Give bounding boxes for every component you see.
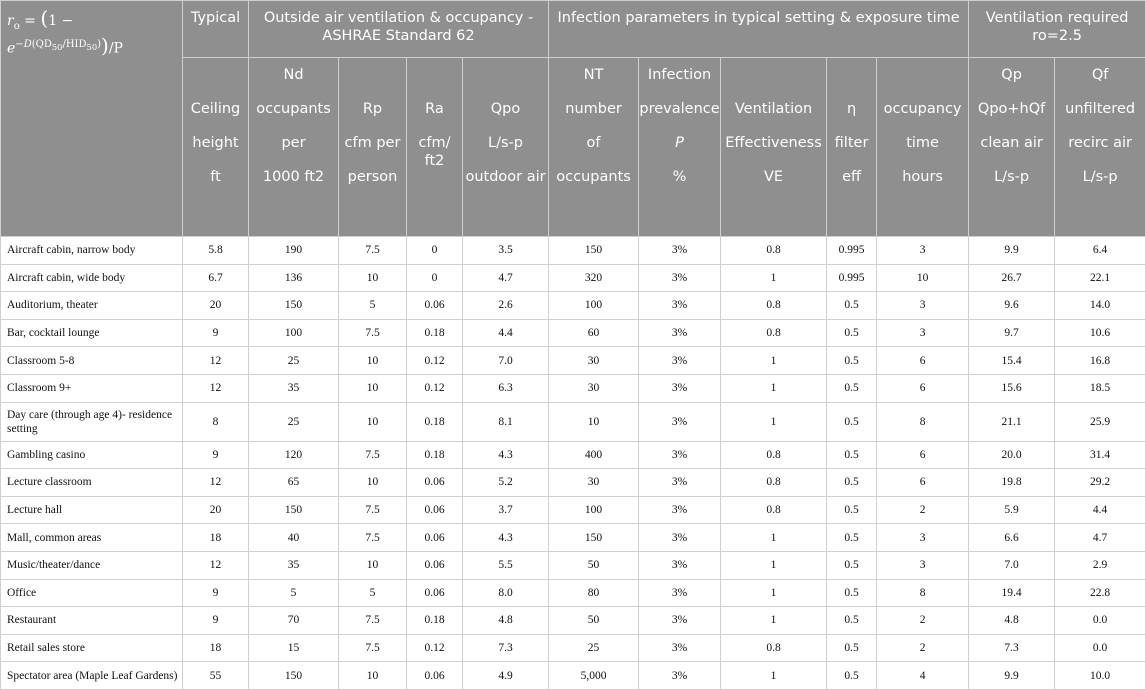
cell-occ: 2 (877, 607, 969, 635)
cell-qf: 16.8 (1055, 347, 1145, 375)
cell-rp: 10 (339, 551, 407, 579)
cell-rp: 7.5 (339, 607, 407, 635)
column-header-inf-l4: % (639, 168, 720, 186)
cell-qpo: 2.6 (463, 292, 549, 320)
cell-eta: 0.5 (827, 634, 877, 662)
cell-occ: 3 (877, 237, 969, 265)
cell-nt: 150 (549, 237, 639, 265)
row-setting-name: Mall, common areas (1, 524, 183, 552)
cell-ve: 0.8 (721, 319, 827, 347)
cell-qp: 20.0 (969, 441, 1055, 469)
column-header-qp-l2: Qpo+hQf (969, 100, 1054, 134)
cell-ra: 0.06 (407, 469, 463, 497)
cell-inf: 3% (639, 579, 721, 607)
column-header-ra-l3: cfm/ ft2 (407, 134, 462, 168)
table-row (1, 579, 1145, 607)
column-header-nt-l1: NT (549, 66, 638, 100)
cell-inf: 3% (639, 662, 721, 690)
cell-qf: 25.9 (1055, 402, 1145, 441)
column-header-inf-l1: Infection (639, 66, 720, 100)
table-row (1, 292, 1145, 320)
cell-nd: 150 (249, 292, 339, 320)
cell-qpo: 7.3 (463, 634, 549, 662)
column-header-qpo-l2: Qpo (463, 100, 548, 134)
cell-qf: 0.0 (1055, 607, 1145, 635)
cell-eta: 0.995 (827, 237, 877, 265)
cell-qf: 4.4 (1055, 496, 1145, 524)
cell-rp: 7.5 (339, 634, 407, 662)
column-header-occ-l3: time (877, 134, 968, 168)
column-header-nd-l1: Nd (249, 66, 338, 100)
column-header-nt-l4: occupants (549, 168, 638, 186)
cell-inf: 3% (639, 441, 721, 469)
cell-qp: 26.7 (969, 264, 1055, 292)
cell-ra: 0.12 (407, 374, 463, 402)
cell-nd: 40 (249, 524, 339, 552)
cell-occ: 3 (877, 319, 969, 347)
row-setting-name: Aircraft cabin, narrow body (1, 237, 183, 265)
cell-nd: 35 (249, 374, 339, 402)
cell-eta: 0.5 (827, 374, 877, 402)
cell-qpo: 4.8 (463, 607, 549, 635)
cell-qf: 14.0 (1055, 292, 1145, 320)
cell-ceiling: 6.7 (183, 264, 249, 292)
cell-qf: 10.0 (1055, 662, 1145, 690)
cell-nt: 5,000 (549, 662, 639, 690)
row-setting-name: Classroom 9+ (1, 374, 183, 402)
cell-qf: 0.0 (1055, 634, 1145, 662)
cell-qp: 15.4 (969, 347, 1055, 375)
column-header-ve-l1 (721, 66, 826, 100)
formula-cell: $r_o = (1 - e^{-D(QD_{50}/HID_{50})})/P$ (1, 1, 183, 237)
cell-nt: 320 (549, 264, 639, 292)
table-row (1, 662, 1145, 690)
table-row (1, 319, 1145, 347)
column-header-ve (721, 58, 827, 237)
column-header-rp-l3: cfm per (339, 134, 406, 168)
cell-nd: 70 (249, 607, 339, 635)
cell-nd: 25 (249, 402, 339, 441)
cell-nd: 25 (249, 347, 339, 375)
cell-inf: 3% (639, 469, 721, 497)
cell-ceiling: 9 (183, 319, 249, 347)
row-setting-name: Lecture classroom (1, 469, 183, 497)
cell-ra: 0.06 (407, 292, 463, 320)
cell-qp: 9.6 (969, 292, 1055, 320)
table-row (1, 524, 1145, 552)
cell-qpo: 5.5 (463, 551, 549, 579)
row-setting-name: Retail sales store (1, 634, 183, 662)
cell-ve: 1 (721, 264, 827, 292)
column-header-ceiling (183, 58, 249, 237)
cell-ra: 0.06 (407, 524, 463, 552)
cell-rp: 7.5 (339, 441, 407, 469)
row-setting-name: Aircraft cabin, wide body (1, 264, 183, 292)
column-header-qp-l4: L/s-p (969, 168, 1054, 186)
cell-inf: 3% (639, 292, 721, 320)
cell-occ: 2 (877, 634, 969, 662)
group-infection: Infection parameters in typical setting & exposure time (549, 1, 969, 58)
cell-ve: 0.8 (721, 237, 827, 265)
cell-eta: 0.5 (827, 496, 877, 524)
cell-inf: 3% (639, 374, 721, 402)
cell-qf: 22.8 (1055, 579, 1145, 607)
cell-occ: 6 (877, 347, 969, 375)
cell-ra: 0.18 (407, 441, 463, 469)
cell-ceiling: 20 (183, 496, 249, 524)
cell-qf: 10.6 (1055, 319, 1145, 347)
column-header-eta-l2: η (827, 100, 876, 134)
cell-occ: 8 (877, 402, 969, 441)
cell-rp: 10 (339, 347, 407, 375)
cell-occ: 3 (877, 551, 969, 579)
cell-rp: 5 (339, 579, 407, 607)
row-setting-name: Day care (through age 4)- residence setting (1, 402, 183, 441)
cell-qf: 6.4 (1055, 237, 1145, 265)
group-ventilation-required: Ventilation required ro=2.5 (969, 1, 1145, 58)
cell-ceiling: 12 (183, 469, 249, 497)
column-header-inf-l2: prevalence (639, 100, 720, 134)
cell-nd: 120 (249, 441, 339, 469)
cell-ceiling: 12 (183, 551, 249, 579)
cell-rp: 10 (339, 374, 407, 402)
cell-qpo: 4.9 (463, 662, 549, 690)
cell-ve: 0.8 (721, 292, 827, 320)
column-header-nt (549, 58, 639, 237)
cell-rp: 10 (339, 662, 407, 690)
cell-rp: 10 (339, 402, 407, 441)
cell-ve: 1 (721, 662, 827, 690)
column-header-ve-l2: Ventilation (721, 100, 826, 134)
cell-rp: 5 (339, 292, 407, 320)
column-header-nd (249, 58, 339, 237)
cell-nt: 30 (549, 374, 639, 402)
cell-ra: 0.18 (407, 607, 463, 635)
cell-nt: 80 (549, 579, 639, 607)
cell-ra: 0.18 (407, 319, 463, 347)
cell-occ: 10 (877, 264, 969, 292)
table-row (1, 264, 1145, 292)
cell-qpo: 4.3 (463, 441, 549, 469)
cell-eta: 0.5 (827, 441, 877, 469)
cell-qp: 7.0 (969, 551, 1055, 579)
cell-nd: 5 (249, 579, 339, 607)
column-header-rp-l1 (339, 66, 406, 100)
cell-ceiling: 18 (183, 524, 249, 552)
column-header-ve-l3: Effectiveness (721, 134, 826, 168)
cell-inf: 3% (639, 634, 721, 662)
column-header-ra (407, 58, 463, 237)
cell-qf: 29.2 (1055, 469, 1145, 497)
cell-qp: 6.6 (969, 524, 1055, 552)
cell-occ: 6 (877, 441, 969, 469)
cell-nd: 136 (249, 264, 339, 292)
cell-nd: 190 (249, 237, 339, 265)
cell-rp: 7.5 (339, 524, 407, 552)
row-setting-name: Lecture hall (1, 496, 183, 524)
cell-ceiling: 8 (183, 402, 249, 441)
cell-ve: 1 (721, 524, 827, 552)
column-header-ceiling-l1 (183, 66, 248, 100)
table-row (1, 469, 1145, 497)
row-setting-name: Classroom 5-8 (1, 347, 183, 375)
cell-eta: 0.5 (827, 607, 877, 635)
cell-qpo: 7.0 (463, 347, 549, 375)
cell-nt: 10 (549, 402, 639, 441)
cell-qp: 9.9 (969, 237, 1055, 265)
cell-ceiling: 9 (183, 579, 249, 607)
column-header-rp (339, 58, 407, 237)
cell-eta: 0.5 (827, 319, 877, 347)
cell-nd: 65 (249, 469, 339, 497)
cell-inf: 3% (639, 319, 721, 347)
cell-nd: 35 (249, 551, 339, 579)
cell-rp: 10 (339, 264, 407, 292)
cell-qpo: 6.3 (463, 374, 549, 402)
cell-qf: 4.7 (1055, 524, 1145, 552)
cell-eta: 0.5 (827, 347, 877, 375)
row-setting-name: Gambling casino (1, 441, 183, 469)
column-header-nd-l3: per (249, 134, 338, 168)
cell-inf: 3% (639, 237, 721, 265)
cell-eta: 0.5 (827, 292, 877, 320)
cell-eta: 0.995 (827, 264, 877, 292)
cell-ra: 0.18 (407, 402, 463, 441)
cell-nd: 15 (249, 634, 339, 662)
cell-qp: 19.8 (969, 469, 1055, 497)
cell-ra: 0.12 (407, 347, 463, 375)
cell-eta: 0.5 (827, 662, 877, 690)
cell-inf: 3% (639, 402, 721, 441)
cell-ra: 0.06 (407, 662, 463, 690)
cell-ve: 0.8 (721, 441, 827, 469)
column-header-qpo-l1 (463, 66, 548, 100)
cell-ra: 0.06 (407, 579, 463, 607)
row-setting-name: Bar, cocktail lounge (1, 319, 183, 347)
cell-ra: 0.12 (407, 634, 463, 662)
cell-occ: 6 (877, 469, 969, 497)
cell-qpo: 5.2 (463, 469, 549, 497)
row-setting-name: Music/theater/dance (1, 551, 183, 579)
cell-ve: 0.8 (721, 469, 827, 497)
cell-ceiling: 18 (183, 634, 249, 662)
cell-qpo: 4.4 (463, 319, 549, 347)
column-header-qp-l3: clean air (969, 134, 1054, 168)
cell-occ: 6 (877, 374, 969, 402)
column-header-occ (877, 58, 969, 237)
cell-nt: 50 (549, 607, 639, 635)
cell-ve: 1 (721, 402, 827, 441)
cell-eta: 0.5 (827, 469, 877, 497)
column-header-eta-l4: eff (827, 168, 876, 186)
table-row (1, 347, 1145, 375)
cell-qf: 31.4 (1055, 441, 1145, 469)
cell-nt: 150 (549, 524, 639, 552)
cell-ve: 1 (721, 551, 827, 579)
cell-inf: 3% (639, 264, 721, 292)
row-setting-name: Restaurant (1, 607, 183, 635)
cell-ceiling: 12 (183, 347, 249, 375)
column-header-qf-l4: L/s-p (1055, 168, 1145, 186)
cell-qpo: 8.0 (463, 579, 549, 607)
column-header-ra-l2: Ra (407, 100, 462, 134)
cell-qp: 21.1 (969, 402, 1055, 441)
header-group-row (1, 1, 1145, 58)
column-header-qf (1055, 58, 1145, 237)
column-header-rp-l4: person (339, 168, 406, 186)
cell-occ: 8 (877, 579, 969, 607)
group-typical: Typical (183, 1, 249, 58)
cell-eta: 0.5 (827, 579, 877, 607)
cell-ra: 0 (407, 237, 463, 265)
column-header-eta (827, 58, 877, 237)
cell-occ: 4 (877, 662, 969, 690)
column-header-qp-l1: Qp (969, 66, 1054, 100)
column-header-occ-l1 (877, 66, 968, 100)
cell-ceiling: 5.8 (183, 237, 249, 265)
cell-inf: 3% (639, 524, 721, 552)
column-header-qpo-l4: outdoor air (463, 168, 548, 186)
cell-qf: 2.9 (1055, 551, 1145, 579)
column-header-qf-l3: recirc air (1055, 134, 1145, 168)
table-row (1, 607, 1145, 635)
cell-ra: 0 (407, 264, 463, 292)
cell-rp: 7.5 (339, 237, 407, 265)
cell-inf: 3% (639, 551, 721, 579)
column-header-qf-l1: Qf (1055, 66, 1145, 100)
column-header-nt-l2: number (549, 100, 638, 134)
cell-rp: 7.5 (339, 496, 407, 524)
column-header-inf-l3: P (639, 134, 720, 168)
column-header-eta-l1 (827, 66, 876, 100)
cell-ve: 1 (721, 347, 827, 375)
cell-nt: 50 (549, 551, 639, 579)
cell-occ: 2 (877, 496, 969, 524)
table-row (1, 551, 1145, 579)
cell-nt: 100 (549, 496, 639, 524)
cell-qp: 19.4 (969, 579, 1055, 607)
cell-ve: 1 (721, 374, 827, 402)
row-setting-name: Office (1, 579, 183, 607)
cell-eta: 0.5 (827, 551, 877, 579)
cell-occ: 3 (877, 524, 969, 552)
cell-eta: 0.5 (827, 402, 877, 441)
cell-qf: 18.5 (1055, 374, 1145, 402)
cell-ceiling: 9 (183, 607, 249, 635)
column-header-nd-l2: occupants (249, 100, 338, 134)
cell-ra: 0.06 (407, 496, 463, 524)
column-header-nd-l4: 1000 ft2 (249, 168, 338, 186)
cell-inf: 3% (639, 347, 721, 375)
table-body (1, 237, 1145, 690)
cell-nd: 150 (249, 496, 339, 524)
cell-qp: 9.7 (969, 319, 1055, 347)
cell-qp: 9.9 (969, 662, 1055, 690)
cell-nd: 150 (249, 662, 339, 690)
cell-occ: 3 (877, 292, 969, 320)
table-row (1, 441, 1145, 469)
column-header-occ-l2: occupancy (877, 100, 968, 134)
table-row (1, 237, 1145, 265)
cell-qpo: 8.1 (463, 402, 549, 441)
cell-ve: 0.8 (721, 634, 827, 662)
table-row (1, 374, 1145, 402)
column-header-ve-l4: VE (721, 168, 826, 186)
column-header-eta-l3: filter (827, 134, 876, 168)
column-header-ceiling-l2: Ceiling (183, 100, 248, 134)
column-header-nt-l3: of (549, 134, 638, 168)
table-row (1, 496, 1145, 524)
column-header-rp-l2: Rp (339, 100, 406, 134)
cell-inf: 3% (639, 607, 721, 635)
column-header-ceiling-l4: ft (183, 168, 248, 186)
cell-ceiling: 20 (183, 292, 249, 320)
cell-nt: 60 (549, 319, 639, 347)
group-ashrae: Outside air ventilation & occupancy - ASHRAE Standard 62 (249, 1, 549, 58)
column-header-qp (969, 58, 1055, 237)
cell-rp: 7.5 (339, 319, 407, 347)
row-setting-name: Spectator area (Maple Leaf Gardens) (1, 662, 183, 690)
table-row (1, 402, 1145, 441)
table-row (1, 634, 1145, 662)
cell-qpo: 3.5 (463, 237, 549, 265)
cell-ve: 0.8 (721, 496, 827, 524)
cell-nt: 25 (549, 634, 639, 662)
cell-nt: 400 (549, 441, 639, 469)
cell-qp: 4.8 (969, 607, 1055, 635)
cell-ceiling: 12 (183, 374, 249, 402)
cell-eta: 0.5 (827, 524, 877, 552)
column-header-inf (639, 58, 721, 237)
cell-nt: 30 (549, 347, 639, 375)
cell-qf: 22.1 (1055, 264, 1145, 292)
row-setting-name: Auditorium, theater (1, 292, 183, 320)
column-header-qpo (463, 58, 549, 237)
column-header-ra-l1 (407, 66, 462, 100)
cell-nt: 30 (549, 469, 639, 497)
cell-qp: 15.6 (969, 374, 1055, 402)
cell-rp: 10 (339, 469, 407, 497)
cell-nd: 100 (249, 319, 339, 347)
cell-ceiling: 55 (183, 662, 249, 690)
cell-qp: 7.3 (969, 634, 1055, 662)
cell-ceiling: 9 (183, 441, 249, 469)
cell-inf: 3% (639, 496, 721, 524)
column-header-occ-l4: hours (877, 168, 968, 186)
cell-qpo: 4.3 (463, 524, 549, 552)
cell-ra: 0.06 (407, 551, 463, 579)
cell-qp: 5.9 (969, 496, 1055, 524)
column-header-qf-l2: unfiltered (1055, 100, 1145, 134)
cell-ve: 1 (721, 607, 827, 635)
cell-qpo: 3.7 (463, 496, 549, 524)
cell-nt: 100 (549, 292, 639, 320)
column-header-qpo-l3: L/s-p (463, 134, 548, 168)
cell-qpo: 4.7 (463, 264, 549, 292)
column-header-ceiling-l3: height (183, 134, 248, 168)
cell-ve: 1 (721, 579, 827, 607)
